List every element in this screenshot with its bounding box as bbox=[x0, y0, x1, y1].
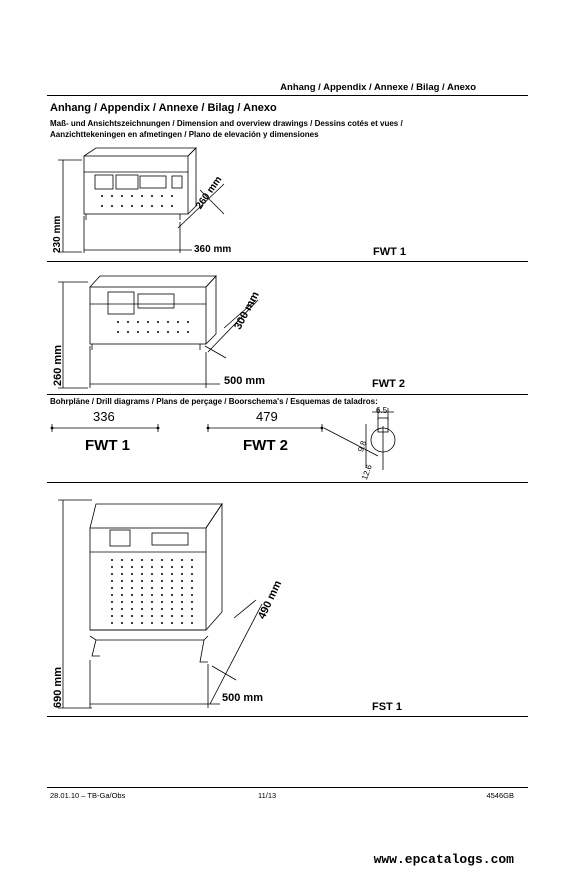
fwt1-depth-label: 260 mm bbox=[194, 174, 225, 212]
vent-dot bbox=[151, 566, 153, 568]
vent-dot bbox=[131, 573, 133, 575]
vent-dot bbox=[181, 573, 183, 575]
vent-dot bbox=[151, 587, 153, 589]
vent-dot bbox=[131, 622, 133, 624]
footer-page-number: 11/13 bbox=[258, 791, 277, 800]
vent-dot bbox=[181, 559, 183, 561]
vent-dot bbox=[171, 601, 173, 603]
vent-dot bbox=[171, 573, 173, 575]
vent-dot bbox=[171, 615, 173, 617]
fwt1-height-label: 230 mm bbox=[52, 215, 63, 253]
vent-dot bbox=[161, 566, 163, 568]
vent-dot bbox=[141, 587, 143, 589]
page-title: Anhang / Appendix / Annexe / Bilag / Anexo bbox=[50, 102, 277, 114]
vent-dot bbox=[131, 594, 133, 596]
vent-dot bbox=[171, 566, 173, 568]
vent-dot bbox=[161, 608, 163, 610]
vent-dot bbox=[151, 594, 153, 596]
vent-dot bbox=[121, 573, 123, 575]
vent-dot bbox=[181, 580, 183, 582]
vent-dot bbox=[161, 622, 163, 624]
vent-dot bbox=[181, 601, 183, 603]
fwt2-model-label: FWT 2 bbox=[372, 378, 405, 390]
vent-dot bbox=[181, 622, 183, 624]
vent-dot bbox=[121, 587, 123, 589]
fwt2-drill-label: FWT 2 bbox=[243, 437, 288, 454]
vent-dot bbox=[151, 559, 153, 561]
vent-dot bbox=[141, 608, 143, 610]
fwt1-drill-distance: 336 bbox=[93, 409, 115, 424]
fwt2-drill-distance: 479 bbox=[256, 409, 278, 424]
vent-dot bbox=[121, 615, 123, 617]
vent-dot bbox=[131, 587, 133, 589]
vent-dot bbox=[161, 587, 163, 589]
watermark-url: www.epcatalogs.com bbox=[373, 852, 514, 867]
vent-dot bbox=[171, 559, 173, 561]
vent-dot bbox=[181, 615, 183, 617]
vent-dot bbox=[111, 608, 113, 610]
vent-dot bbox=[111, 615, 113, 617]
fwt2-depth-label: 300 mm bbox=[232, 289, 262, 332]
vent-dot bbox=[141, 601, 143, 603]
vent-dot bbox=[191, 573, 193, 575]
vent-dot bbox=[141, 615, 143, 617]
vent-dot bbox=[121, 601, 123, 603]
header-section-title: Anhang / Appendix / Annexe / Bilag / Anexo bbox=[280, 82, 476, 93]
vent-dot bbox=[181, 594, 183, 596]
vent-dot bbox=[131, 601, 133, 603]
footer-date-ref: 28.01.10 – TB-Ga/Obs bbox=[50, 791, 126, 800]
vent-dot bbox=[151, 608, 153, 610]
divider-4 bbox=[47, 716, 528, 717]
vent-dot bbox=[131, 580, 133, 582]
fwt2-width-label: 500 mm bbox=[224, 375, 265, 387]
vent-dot bbox=[121, 559, 123, 561]
vent-dot bbox=[151, 580, 153, 582]
vent-dot bbox=[111, 559, 113, 561]
vent-dot bbox=[141, 566, 143, 568]
vent-dot bbox=[191, 594, 193, 596]
footer-doc-code: 4546GB bbox=[486, 791, 514, 800]
page-subtitle-line2: Aanzichttekeningen en afmetingen / Plano de elevación y dimensiones bbox=[50, 130, 319, 139]
drill-diagrams-title: Bohrpläne / Drill diagrams / Plans de perçage / Boorschema's / Esquemas de taladros: bbox=[50, 397, 378, 406]
vent-dot bbox=[141, 580, 143, 582]
hole-height-label: 9.8 bbox=[356, 439, 369, 454]
vent-dot bbox=[121, 580, 123, 582]
vent-dot bbox=[151, 622, 153, 624]
vent-dot bbox=[141, 622, 143, 624]
vent-dot bbox=[191, 580, 193, 582]
fst1-depth-label: 490 mm bbox=[256, 578, 285, 622]
vent-dot bbox=[171, 594, 173, 596]
vent-dot bbox=[181, 566, 183, 568]
vent-dot bbox=[111, 580, 113, 582]
fwt1-model-label: FWT 1 bbox=[373, 246, 406, 258]
vent-dot bbox=[131, 566, 133, 568]
vent-dot bbox=[161, 601, 163, 603]
vent-dot bbox=[181, 608, 183, 610]
vent-dot bbox=[161, 559, 163, 561]
vent-dot bbox=[121, 622, 123, 624]
vent-dot bbox=[141, 573, 143, 575]
vent-dot bbox=[121, 566, 123, 568]
vent-dot bbox=[111, 601, 113, 603]
vent-dot bbox=[121, 594, 123, 596]
fst1-width-label: 500 mm bbox=[222, 692, 263, 704]
footer-rule bbox=[47, 787, 528, 788]
vent-dot bbox=[161, 580, 163, 582]
vent-dot bbox=[131, 608, 133, 610]
vent-dot bbox=[191, 622, 193, 624]
vent-dot bbox=[111, 622, 113, 624]
vent-dot bbox=[191, 587, 193, 589]
vent-dot bbox=[151, 615, 153, 617]
vent-dot bbox=[171, 580, 173, 582]
hole-width-label: 6.5 bbox=[376, 406, 388, 415]
vent-dot bbox=[171, 587, 173, 589]
vent-dot bbox=[131, 615, 133, 617]
vent-dot bbox=[111, 573, 113, 575]
vent-dot bbox=[141, 559, 143, 561]
vent-dot bbox=[161, 615, 163, 617]
vent-dot bbox=[191, 566, 193, 568]
vent-dot bbox=[111, 587, 113, 589]
fwt1-width-label: 360 mm bbox=[194, 244, 232, 255]
vent-dot bbox=[121, 608, 123, 610]
vent-dot bbox=[111, 566, 113, 568]
fwt2-height-label: 260 mm bbox=[52, 345, 64, 386]
vent-dot bbox=[171, 622, 173, 624]
page-subtitle-line1: Maß- und Ansichtszeichnungen / Dimension and overview drawings / Dessins cotés et vues / bbox=[50, 119, 403, 128]
hole-diameter-label: 12.6 bbox=[360, 463, 374, 482]
vent-dot bbox=[151, 573, 153, 575]
vent-dot bbox=[191, 601, 193, 603]
vent-dot bbox=[161, 573, 163, 575]
vent-dot bbox=[191, 608, 193, 610]
vent-dot bbox=[191, 559, 193, 561]
vent-dot bbox=[171, 608, 173, 610]
vent-dot bbox=[141, 594, 143, 596]
vent-dot bbox=[181, 587, 183, 589]
fst1-model-label: FST 1 bbox=[372, 701, 402, 713]
fst1-height-label: 690 mm bbox=[52, 667, 64, 708]
vent-dot bbox=[161, 594, 163, 596]
vent-dot bbox=[131, 559, 133, 561]
vent-dot bbox=[111, 594, 113, 596]
vent-dot bbox=[191, 615, 193, 617]
fwt1-drill-label: FWT 1 bbox=[85, 437, 130, 454]
vent-dot bbox=[151, 601, 153, 603]
